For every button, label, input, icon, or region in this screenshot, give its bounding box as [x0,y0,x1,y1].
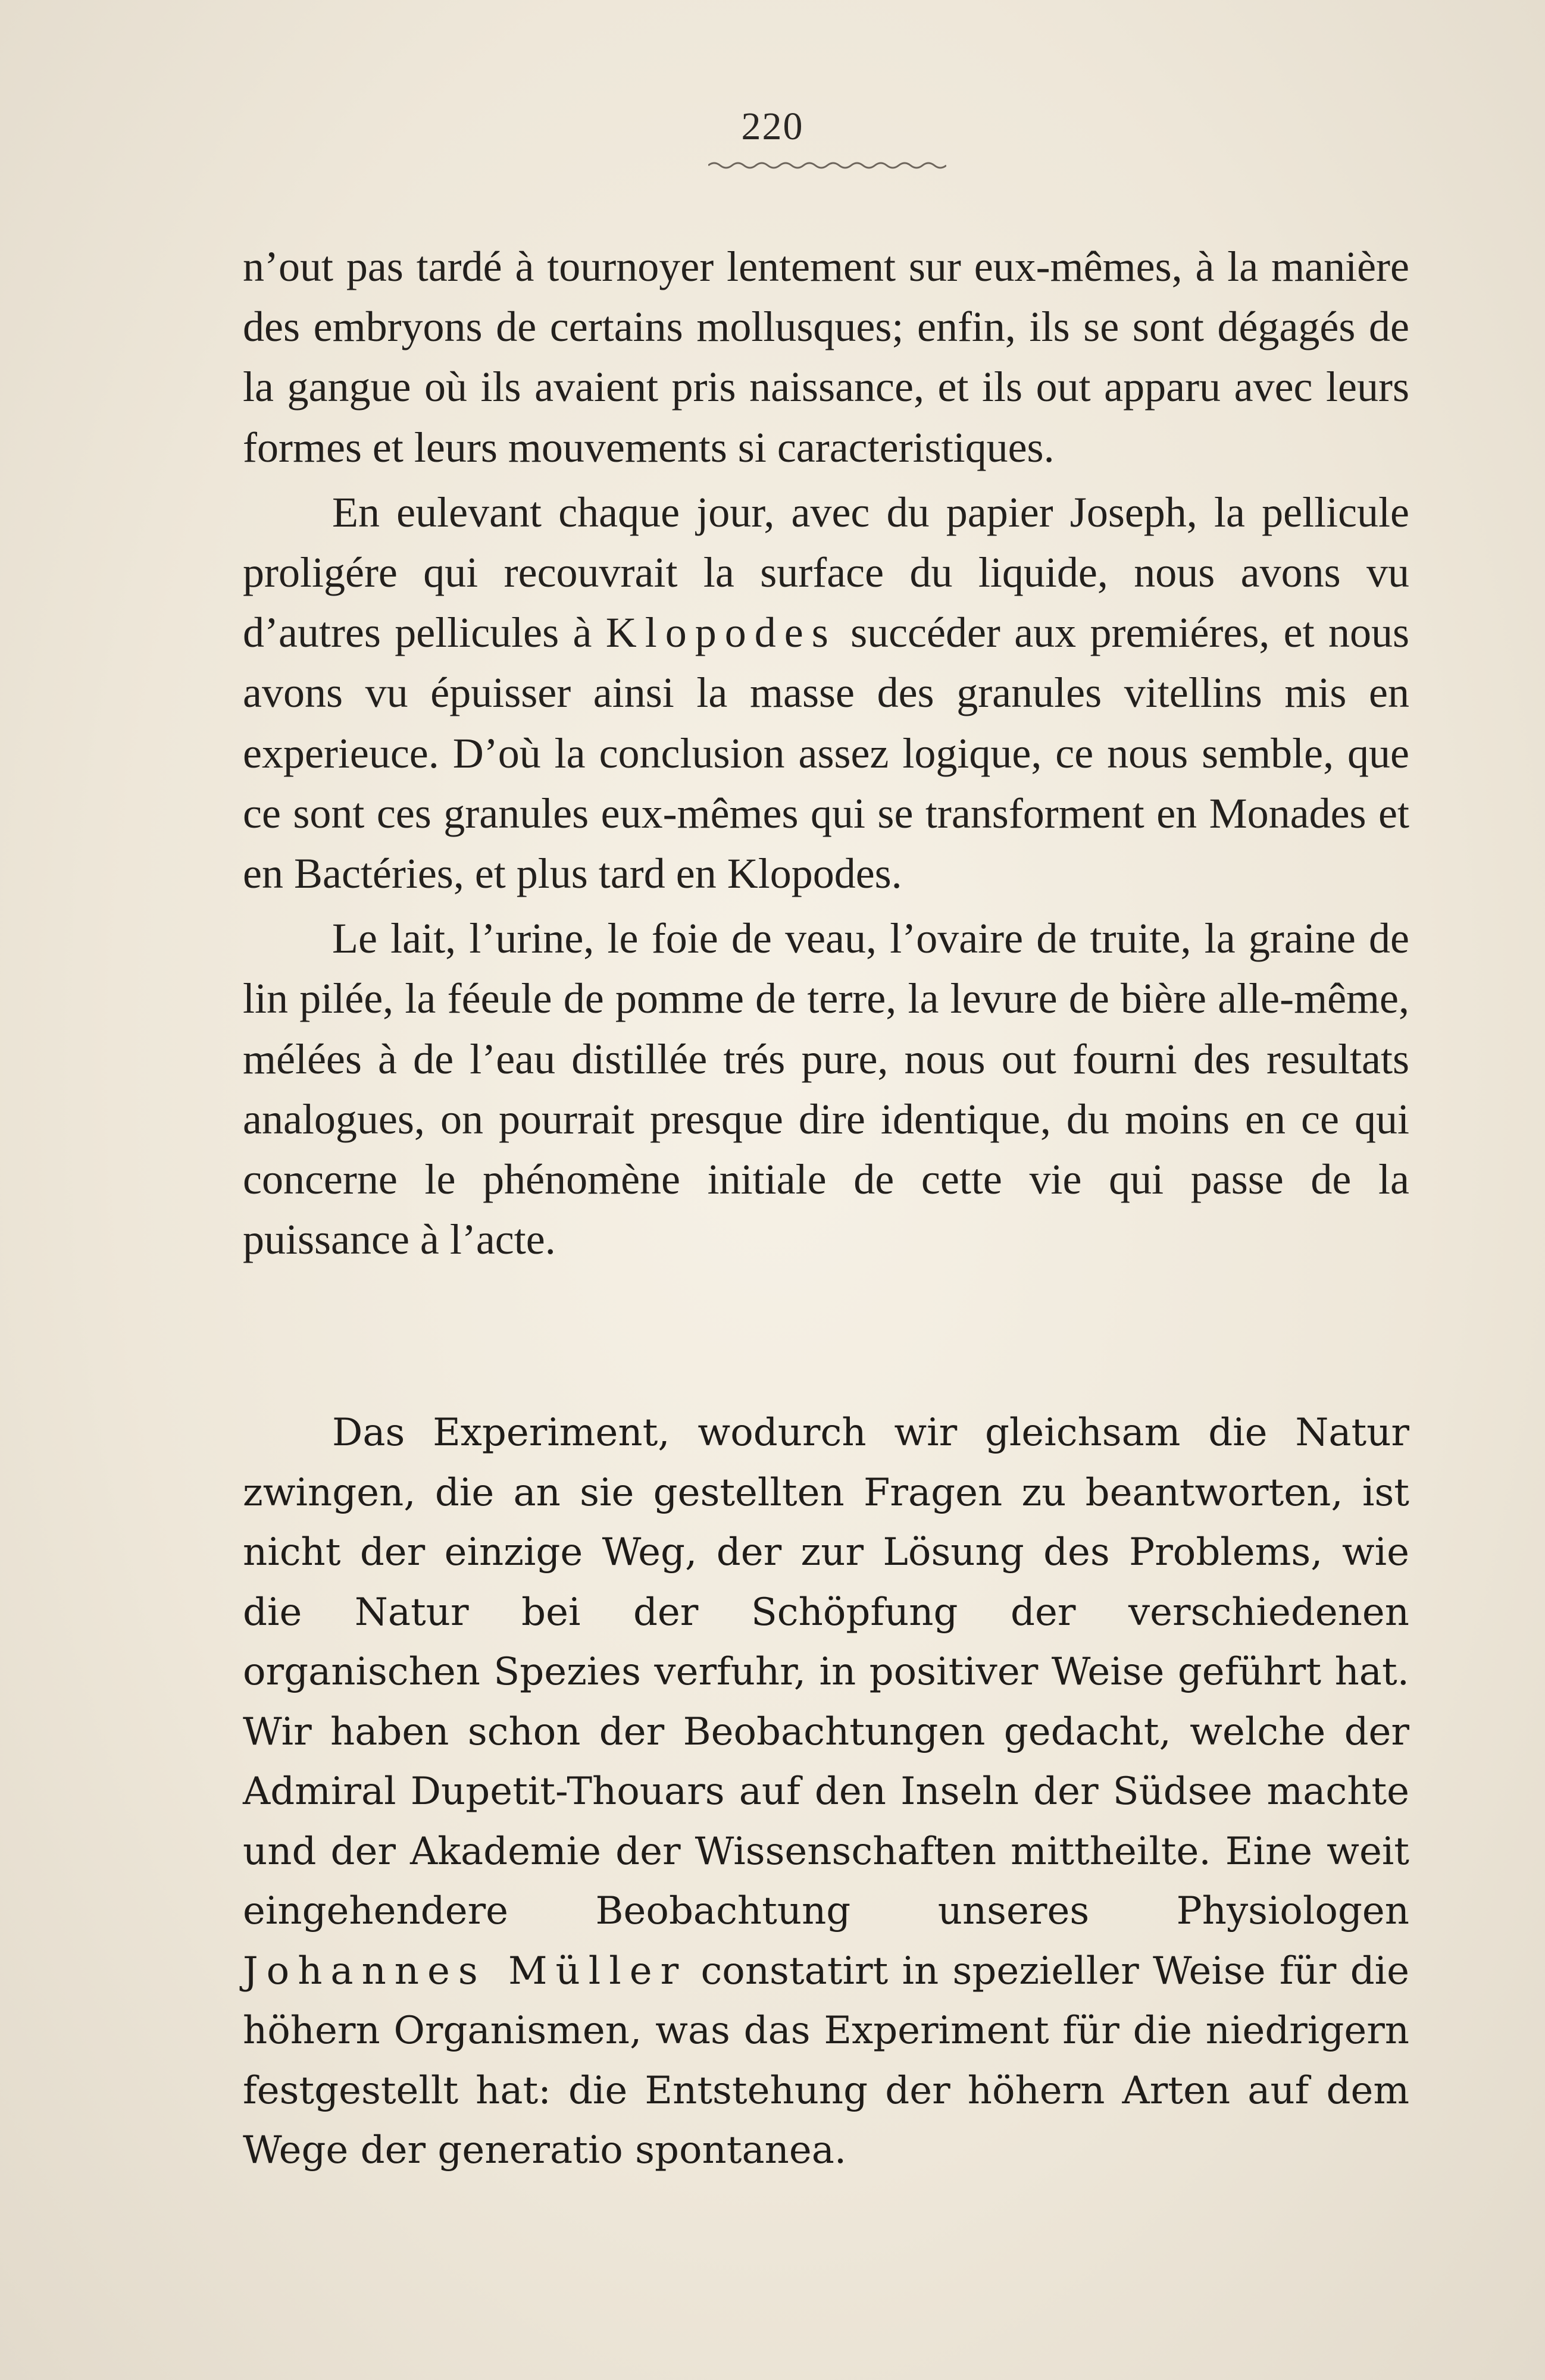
paragraph-text: Le lait, l’urine, le foie de veau, l’ovaire de truite, la graine de lin pilée, la féeule de pomme de terre, la levure de bière alle-même, mélées à de l’eau distillée trés pure, nous out fourni des resultats analogues, on pourrait presque dire identique, du moins en ce qui concerne le phénomène initiale de cette vie qui passe de la puissance à l’acte. [243,915,1409,1264]
page-number: 220 [741,105,804,148]
german-text-block [243,1403,1409,2181]
french-paragraph [243,237,1409,478]
french-text-block [243,237,1409,1270]
paragraph-text: succéder aux premiéres, et nous avons vu épuisser ainsi la masse des granules vitellins mis en experieuce. D’où la conclusion assez logique, ce nous semble, que ce sont ces granules eux-mêmes qui se transforment en Monades et en Bactéries, et plus tard en Klopodes. [243,609,1409,898]
paragraph-text: Das Experiment, wodurch wir gleichsam die Natur zwingen, die an sie gestellten Fragen zu beantworten, ist nicht der einzige Weg, der zur Lösung des Problems, wie die Natur bei der Schöpfung der verschiedenen organischen Spezies verfuhr, in positiver Weise geführt hat. Wir haben schon der Beobachtungen gedacht, welche der Admiral Dupetit-Thouars auf den Inseln der Südsee machte und der Akademie der Wissenschaften mittheilte. Eine weit eingehendere Beobachtung unseres Physiologen [243,1411,1409,1933]
german-paragraph [243,1403,1409,2181]
wavy-rule-ornament [708,159,946,171]
spaced-emphasis: Johannes Müller [243,1949,687,1993]
paragraph-text: n’out pas tardé à tournoyer lentement sur eux-mêmes, à la manière des embryons de certains mollusques; enfin, ils se sont dégagés de la gangue où ils avaient pris naissance, et ils out apparu avec leurs formes et leurs mouvements si caracteristiques. [243,243,1409,471]
paragraph-text: constatirt in spezieller Weise für die höhern Organismen, was das Experiment für die niedrigern festgestellt hat: die Entstehung der höhern Arten auf dem Wege der generatio spontanea. [243,1949,1410,2172]
french-paragraph [243,483,1409,904]
french-paragraph [243,909,1409,1270]
spaced-emphasis: Klopodes [605,609,837,657]
paragraph-text: En eulevant chaque jour, avec du papier Joseph, la pellicule proligére qui recouvrait la surface du liquide, nous avons vu d’autres pellicules à [243,488,1409,657]
